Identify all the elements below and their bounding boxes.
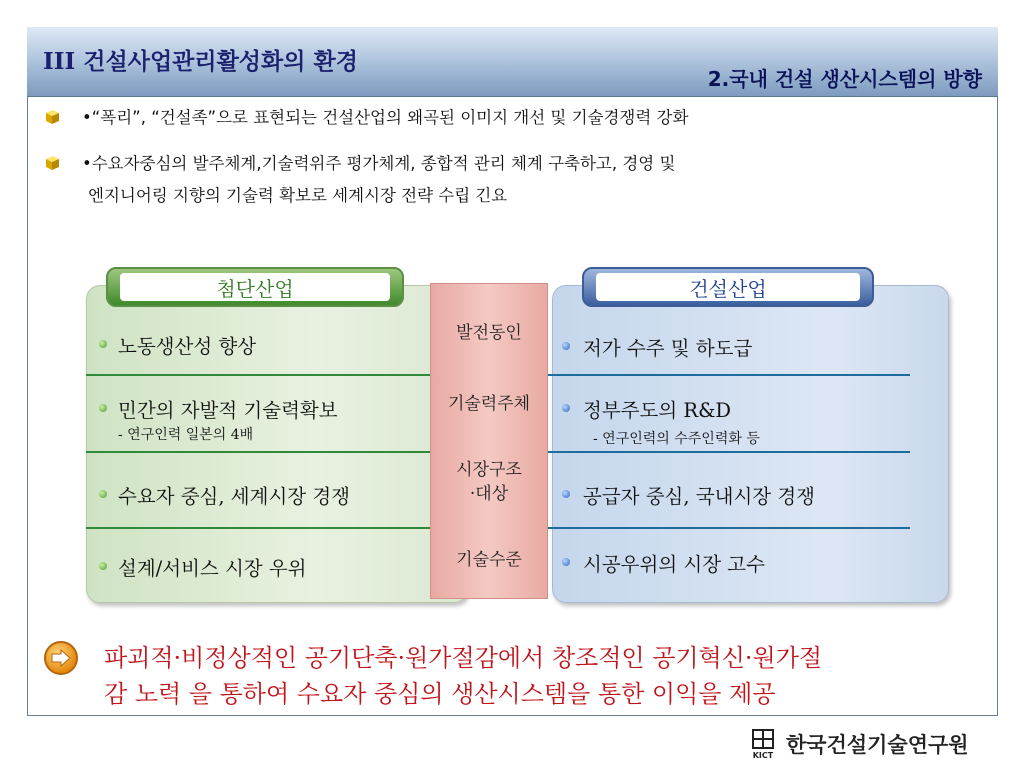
left-row-text: 민간의 자발적 기술력확보 (118, 399, 338, 422)
slide-header (27, 27, 998, 97)
right-row-text: 공급자 중심, 국내시장 경쟁 (583, 485, 816, 508)
bullet-2-cont (48, 182, 507, 209)
left-panel-tab (106, 267, 404, 307)
conclusion-text (104, 640, 994, 712)
bullet-2 (48, 150, 675, 177)
bullet-2-continuation: 엔지니어링 지향의 기술력 확보로 세계시장 전략 수립 긴요 (88, 186, 508, 205)
blue-dot-icon (562, 342, 570, 350)
green-dot-icon (99, 562, 107, 570)
bullet-1 (48, 104, 688, 131)
center-label: 발전동인 (456, 323, 522, 343)
arrow-shape (51, 649, 71, 667)
green-dot-icon (99, 404, 107, 412)
green-dot-icon (99, 340, 107, 348)
slide-title: III 건설사업관리활성화의 환경 (43, 48, 358, 75)
kict-logo-mark-icon (748, 728, 778, 760)
center-label: ·대상 (469, 484, 509, 504)
left-row-text: 설계/서비스 시장 우위 (118, 557, 307, 580)
center-label: 기술력주체 (447, 394, 531, 414)
left-separator (86, 527, 430, 529)
left-row-subtext: - 연구인력 일본의 4배 (118, 427, 254, 443)
right-row-subtext: - 연구인력의 수주인력화 등 (593, 431, 760, 447)
right-separator (548, 374, 910, 376)
right-panel-title: 건설산업 (596, 273, 860, 301)
arrow-right-icon (44, 641, 78, 675)
kict-logo (748, 728, 969, 760)
right-separator (548, 451, 910, 453)
center-label: 기술수준 (456, 550, 522, 570)
bullet-1-text: •“폭리”, “건설족”으로 표현되는 건설산업의 왜곡된 이미지 개선 및 기술경쟁력 강화 (82, 108, 689, 127)
green-dot-icon (99, 490, 107, 498)
conclusion-line-2: 감 노력 을 통하여 수요자 중심의 생산시스템을 통한 이익을 제공 (104, 680, 776, 708)
bullet-2-text: •수요자중심의 발주체계,기술력위주 평가체계, 종합적 관리 체계 구축하고, 경영 및 (82, 154, 676, 173)
left-row-text: 노동생산성 향상 (118, 335, 257, 358)
right-row-text: 정부주도의 R&D (583, 399, 732, 422)
cube-bullet-icon (44, 109, 60, 125)
left-separator (86, 451, 430, 453)
blue-dot-icon (562, 404, 570, 412)
right-row-text: 저가 수주 및 하도급 (583, 337, 753, 360)
cube-bullet-icon (44, 155, 60, 171)
right-panel-tab (582, 267, 874, 307)
conclusion-line-1: 파괴적·비정상적인 공기단축·원가절감에서 창조적인 공기혁신·원가절 (104, 644, 823, 672)
left-separator (86, 374, 430, 376)
slide-subtitle: 2.국내 건설 생산시스템의 방향 (707, 67, 982, 91)
blue-dot-icon (562, 558, 570, 566)
kict-logo-name: 한국건설기술연구원 (786, 733, 969, 757)
center-label: 시장구조 (456, 460, 522, 480)
right-row-text: 시공우위의 시장 고수 (583, 553, 765, 576)
left-row-text: 수요자 중심, 세계시장 경쟁 (118, 485, 351, 508)
left-panel-title: 첨단산업 (120, 273, 390, 301)
kict-mark-text: KICT (752, 751, 774, 760)
blue-dot-icon (562, 490, 570, 498)
right-separator (548, 527, 910, 529)
